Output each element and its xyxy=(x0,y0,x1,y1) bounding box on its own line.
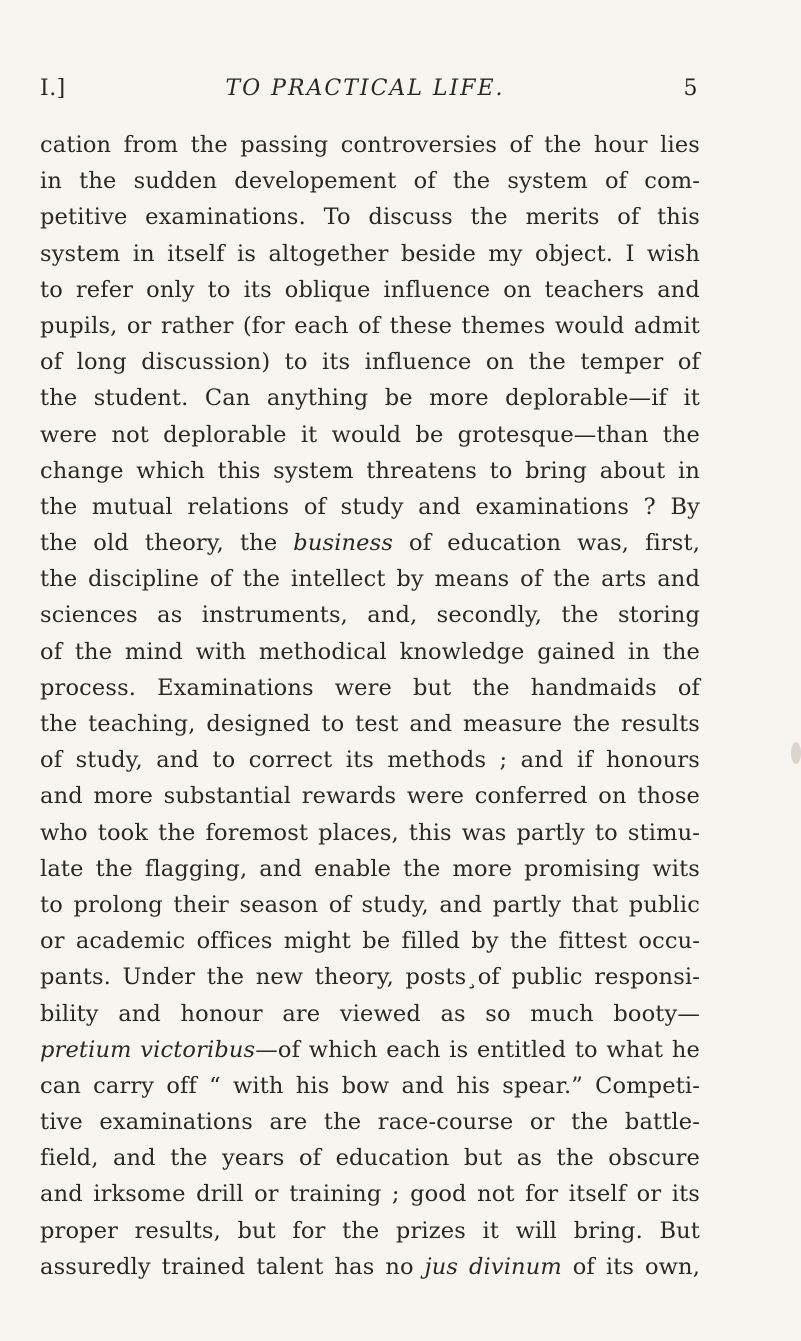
running-title: TO PRACTICAL LIFE. xyxy=(225,76,505,101)
text-run: pants. Under the new theory, posts¸of public responsi- xyxy=(40,964,700,991)
text-run: of study, and to correct its methods ; and if honours xyxy=(40,747,700,774)
text-line xyxy=(40,1140,700,1176)
text-run: of its own, xyxy=(561,1253,701,1280)
text-line xyxy=(40,163,700,199)
text-line xyxy=(40,851,700,887)
text-run: and irksome drill or training ; good not for itself or its xyxy=(40,1181,700,1208)
text-run: or academic offices might be filled by the fittest occu- xyxy=(40,928,700,955)
text-line xyxy=(40,742,700,778)
text-run: —of which each is entitled to what he xyxy=(255,1036,700,1063)
text-line xyxy=(40,453,700,489)
text-line xyxy=(40,706,700,742)
text-line xyxy=(40,597,700,633)
text-run: late the flagging, and enable the more promising wits xyxy=(40,855,700,882)
text-line xyxy=(40,236,700,272)
text-line xyxy=(40,634,700,670)
text-line xyxy=(40,417,700,453)
italic-phrase: jus divinum xyxy=(424,1253,562,1280)
text-line xyxy=(40,344,700,380)
chapter-marker: I.] xyxy=(40,76,66,101)
italic-phrase: pretium victoribus xyxy=(40,1036,256,1063)
text-line xyxy=(40,1032,700,1068)
text-line xyxy=(40,272,700,308)
text-run: the student. Can anything be more deplorable—if it xyxy=(40,385,700,412)
text-run: sciences as instruments, and, secondly, the storing xyxy=(40,602,700,629)
text-line xyxy=(40,996,700,1032)
text-line xyxy=(40,670,700,706)
text-line xyxy=(40,127,700,163)
body-text xyxy=(40,127,700,1285)
text-line xyxy=(40,1213,700,1249)
text-line xyxy=(40,1249,700,1285)
text-line xyxy=(40,308,700,344)
text-line xyxy=(40,815,700,851)
text-line xyxy=(40,489,700,525)
text-run: who took the foremost places, this was partly to stimu- xyxy=(40,819,700,846)
text-run: the old theory, the xyxy=(40,530,294,557)
text-run: of long discussion) to its influence on the temper of xyxy=(40,349,700,376)
page-blemish xyxy=(791,742,801,764)
text-run: were not deplorable it would be grotesque—than the xyxy=(40,421,700,448)
page-number: 5 xyxy=(683,76,698,101)
text-run: to refer only to its oblique influence on teachers and xyxy=(40,276,700,303)
italic-phrase: business xyxy=(293,530,394,557)
text-run: to prolong their season of study, and partly that public xyxy=(40,891,700,918)
text-line xyxy=(40,1104,700,1140)
text-run: and more substantial rewards were conferred on those xyxy=(40,783,700,810)
text-line xyxy=(40,923,700,959)
text-line xyxy=(40,778,700,814)
text-run: of education was, first, xyxy=(393,530,700,557)
text-line xyxy=(40,199,700,235)
text-run: of the mind with methodical knowledge gained in the xyxy=(40,638,700,665)
text-line xyxy=(40,1068,700,1104)
text-run: petitive examinations. To discuss the merits of this xyxy=(40,204,700,231)
text-run: the discipline of the intellect by means of the arts and xyxy=(40,566,700,593)
text-run: can carry off “ with his bow and his spear.” Competi- xyxy=(40,1072,700,1099)
text-run: the mutual relations of study and examinations ? By xyxy=(40,493,700,520)
text-run: tive examinations are the race-course or the battle- xyxy=(40,1109,700,1136)
running-head xyxy=(40,76,698,110)
text-line xyxy=(40,561,700,597)
text-run: change which this system threatens to bring about in xyxy=(40,457,700,484)
text-run: the teaching, designed to test and measure the results xyxy=(40,711,700,737)
text-line xyxy=(40,525,700,561)
text-line xyxy=(40,1176,700,1212)
text-run: proper results, but for the prizes it will bring. But xyxy=(40,1217,700,1244)
text-run: in the sudden developement of the system of com- xyxy=(40,168,700,195)
text-line xyxy=(40,380,700,416)
text-run: system in itself is altogether beside my object. I wish xyxy=(40,240,700,267)
text-run: cation from the passing controversies of the hour lies xyxy=(40,132,700,158)
text-run: field, and the years of education but as the obscure xyxy=(40,1145,700,1172)
text-run: bility and honour are viewed as so much booty— xyxy=(40,1000,700,1027)
text-line xyxy=(40,887,700,923)
text-run: assuredly trained talent has no xyxy=(40,1253,425,1280)
text-run: process. Examinations were but the handmaids of xyxy=(40,674,700,701)
text-run: pupils, or rather (for each of these themes would admit xyxy=(40,312,700,339)
text-line xyxy=(40,959,700,995)
